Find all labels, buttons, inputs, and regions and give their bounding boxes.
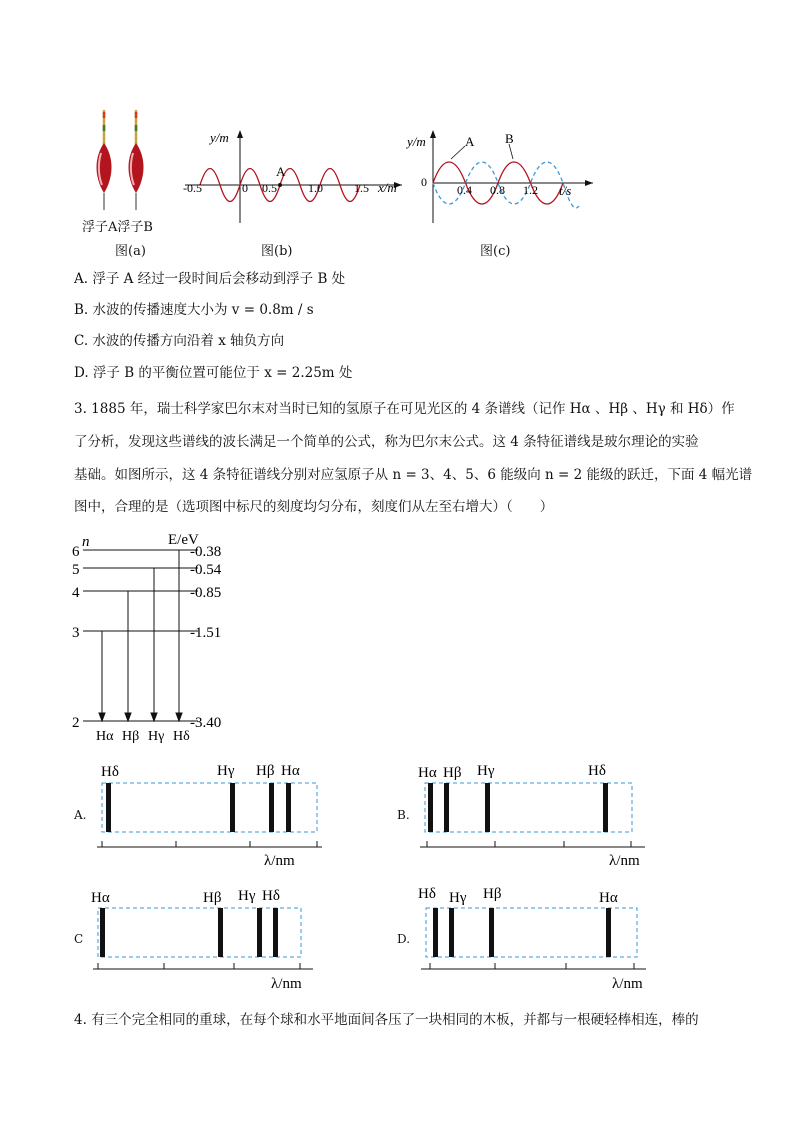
- wave-c-tick-08: 0.8: [490, 183, 505, 197]
- spectrum-d-label-3: Hβ: [483, 886, 502, 902]
- e-axis-label: E/eV: [168, 532, 199, 548]
- transition-label-beta: Hβ: [122, 729, 140, 744]
- fig-a-caption: 图(a): [115, 244, 146, 259]
- spectrum-a-line-1: [106, 783, 111, 832]
- wave-b-tick-15: 1.5: [354, 181, 369, 195]
- wave-b-tick-neg05: -0.5: [183, 181, 202, 195]
- spectrum-d-line-2: [449, 908, 454, 957]
- q2-option-d: D. 浮子 B 的平衡位置可能位于 x = 2.25m 处: [74, 365, 353, 381]
- level-4-n: 4: [72, 585, 80, 601]
- energy-level-diagram: [66, 528, 246, 748]
- wave-b-tick-0: 0: [242, 181, 248, 195]
- q3-line-1: 3. 1885 年，瑞士科学家巴尔末对当时已知的氢原子在可见光区的 4 条谱线（记作 Hα 、Hβ 、Hγ 和 Hδ）作: [74, 401, 735, 417]
- q3-line-4: 图中，合理的是（选项图中标尺的刻度均匀分布，刻度们从左至右增大）（ ）: [74, 499, 554, 515]
- level-3-e: -1.51: [190, 625, 222, 641]
- spectrum-a: [92, 755, 342, 870]
- q2-option-c: C. 水波的传播方向沿着 x 轴负方向: [74, 333, 285, 349]
- transition-label-delta: Hδ: [173, 729, 190, 744]
- spectrum-d-line-3: [489, 908, 494, 957]
- spectrum-a-letter: A.: [74, 808, 87, 822]
- point-a-dot: [278, 183, 282, 187]
- q4-line-1: 4. 有三个完全相同的重球，在每个球和水平地面间各压了一块相同的木板，并都与一根硬轻棒相连，棒的: [74, 1012, 699, 1028]
- spectrum-b-line-3: [485, 783, 490, 832]
- spectrum-c-line-3: [257, 908, 262, 957]
- float-a-label: 浮子A: [82, 220, 118, 235]
- spectrum-b-line-4: [603, 783, 608, 832]
- spectrum-a-axis: λ/nm: [264, 853, 295, 869]
- wave-c-y-label: y/m: [407, 134, 426, 149]
- spectrum-c-label-4: Hδ: [262, 888, 280, 904]
- spectrum-a-label-4: Hα: [281, 763, 300, 779]
- figure-c: [405, 128, 600, 228]
- spectrum-c-line-1: [100, 908, 105, 957]
- spectrum-c-axis: λ/nm: [271, 976, 302, 992]
- spectrum-a-line-2: [230, 783, 235, 832]
- spectrum-a-label-3: Hβ: [256, 763, 275, 779]
- spectrum-d-axis: λ/nm: [612, 976, 643, 992]
- q2-option-a: A. 浮子 A 经过一段时间后会移动到浮子 B 处: [74, 271, 346, 287]
- figure-b: [180, 128, 410, 228]
- n-axis-label: n: [82, 534, 90, 550]
- wave-b-tick-05: 0.5: [262, 181, 277, 195]
- level-6-n: 6: [72, 544, 80, 560]
- spectrum-c-letter: C: [74, 932, 84, 946]
- wave-b-tick-10: 1.0: [308, 181, 323, 195]
- spectrum-b-line-2: [444, 783, 449, 832]
- float-b-label: 浮子B: [117, 220, 153, 235]
- curve-a-label: A: [465, 134, 475, 149]
- wave-b-y-label: y/m: [210, 130, 229, 145]
- spectrum-a-label-1: Hδ: [101, 764, 119, 780]
- spectrum-b-label-1: Hα: [418, 765, 437, 781]
- level-2-e: -3.40: [190, 715, 222, 731]
- spectrum-a-line-4: [286, 783, 291, 832]
- spectrum-c-line-4: [273, 908, 278, 957]
- spectrum-c-label-2: Hβ: [203, 890, 222, 906]
- spectrum-d-label-2: Hγ: [449, 890, 467, 906]
- spectrum-a-label-2: Hγ: [217, 763, 235, 779]
- float-a-drawing: [97, 110, 112, 210]
- float-b-drawing: [129, 110, 144, 210]
- curve-b: [433, 162, 579, 208]
- transition-label-gamma: Hγ: [148, 729, 165, 744]
- spectrum-b-label-3: Hγ: [477, 763, 495, 779]
- q2-option-b: B. 水波的传播速度大小为 v = 0.8m / s: [74, 302, 314, 318]
- spectrum-b-line-1: [428, 783, 433, 832]
- spectrum-c: [88, 880, 328, 995]
- wave-c-tick-12: 1.2: [523, 183, 538, 197]
- level-5-e: -0.54: [190, 562, 222, 578]
- spectrum-a-line-3: [269, 783, 274, 832]
- spectrum-b: [415, 755, 665, 870]
- spectrum-b-label-2: Hβ: [443, 765, 462, 781]
- spectrum-c-label-3: Hγ: [238, 888, 256, 904]
- wave-c-x-label: t/s: [559, 183, 572, 198]
- level-4-e: -0.85: [190, 585, 222, 601]
- spectrum-d-line-4: [606, 908, 611, 957]
- q3-line-2: 了分析，发现这些谱线的波长满足一个简单的公式，称为巴尔末公式。这 4 条特征谱线是玻尔理论的实验: [74, 434, 699, 450]
- spectrum-b-letter: B.: [397, 808, 410, 822]
- transition-label-alpha: Hα: [96, 729, 114, 744]
- spectrum-d-label-1: Hδ: [418, 886, 436, 902]
- transition-arrows: [99, 550, 182, 721]
- spectrum-c-line-2: [218, 908, 223, 957]
- spectrum-b-label-4: Hδ: [588, 763, 606, 779]
- spectrum-d: [416, 880, 656, 995]
- level-3-n: 3: [72, 625, 80, 641]
- q3-line-3: 基础。如图所示，这 4 条特征谱线分别对应氢原子从 n = 3、4、5、6 能级向 n = 2 能级的跃迁，下面 4 幅光谱: [74, 467, 753, 483]
- wave-c-origin: 0: [421, 175, 427, 189]
- wave-c-tick-04: 0.4: [457, 183, 472, 197]
- level-6-e: -0.38: [190, 544, 222, 560]
- spectrum-b-axis: λ/nm: [609, 853, 640, 869]
- spectrum-d-letter: D.: [397, 932, 411, 946]
- spectrum-c-label-1: Hα: [91, 890, 110, 906]
- spectrum-d-label-4: Hα: [599, 890, 618, 906]
- spectrum-d-line-1: [433, 908, 438, 957]
- wave-b-x-label: x/m: [378, 180, 397, 195]
- fig-b-caption: 图(b): [261, 244, 293, 259]
- wave-b-point-label: A: [276, 164, 286, 179]
- level-2-n: 2: [72, 715, 80, 731]
- fig-c-caption: 图(c): [480, 244, 511, 259]
- level-5-n: 5: [72, 562, 80, 578]
- curve-b-label: B: [505, 131, 514, 146]
